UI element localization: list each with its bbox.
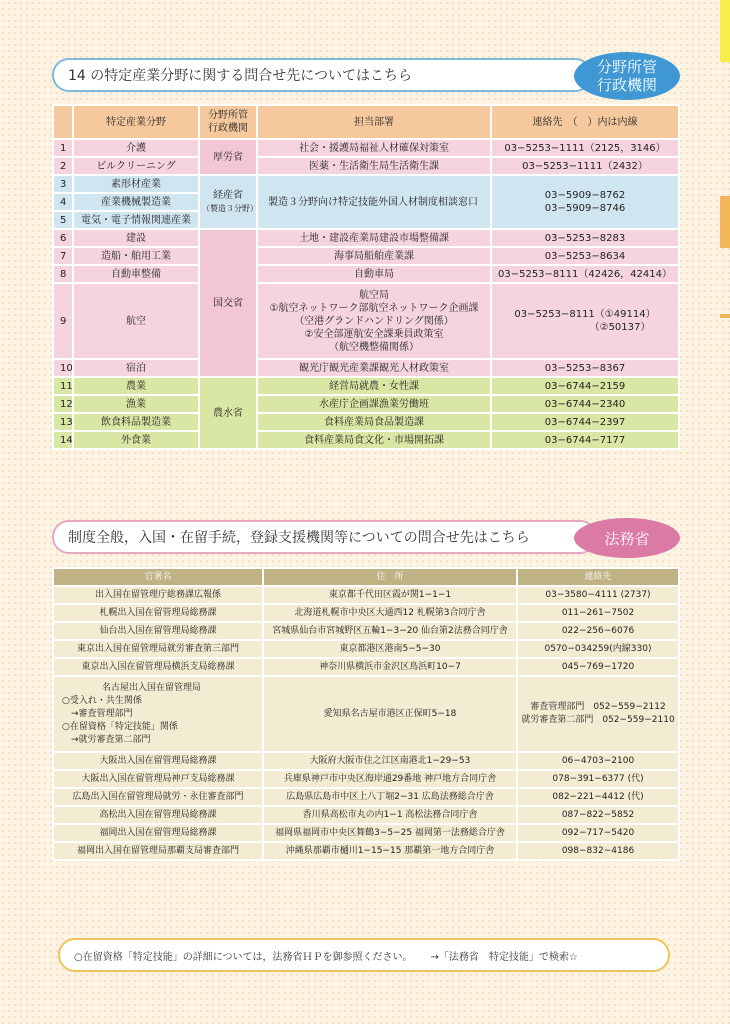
aviation-dept-line: ①航空ネットワーク部航空ネットワーク企画課 [269, 302, 479, 314]
edge-tab-marker [720, 314, 730, 318]
row-num: 12 [53, 395, 73, 413]
nagoya-office-line: →就労審査第二部門 [62, 734, 151, 745]
row-field: ビルクリーニング [73, 157, 199, 175]
row-contact: 03−6744−2159 [491, 377, 679, 395]
row-office: 東京出入国在留管理局就労審査第三部門 [53, 640, 263, 658]
row-office: 広島出入国在留管理局就労・永住審査部門 [53, 788, 263, 806]
header-ministry [199, 105, 257, 139]
meti-contact-2: 03−5909−8746 [544, 203, 626, 214]
table-row [53, 431, 679, 449]
row-office: 札幌出入国在留管理局総務課 [53, 604, 263, 622]
row-address: 香川県高松市丸の内1−1 高松法務合同庁舎 [263, 806, 517, 824]
row-contact: 06−4703−2100 [517, 752, 679, 770]
section2-badge: 法務省 [574, 518, 680, 558]
row-contact-aviation [491, 283, 679, 359]
footer-search-hint: →「法務省 特定技能」で検索☆ [430, 951, 578, 963]
meti-group-dept: 製造３分野向け特定技能外国人材制度相談窓口 [257, 175, 491, 229]
nagoya-office-line: ○受入れ・共生関係 [62, 695, 142, 706]
ministry-mhlw: 厚労省 [199, 139, 257, 175]
row-address: 北海道札幌市中央区大通西12 札幌第3合同庁舎 [263, 604, 517, 622]
row-office: 仙台出入国在留管理局総務課 [53, 622, 263, 640]
row-field: 介護 [73, 139, 199, 157]
table-row [53, 413, 679, 431]
row-office: 大阪出入国在留管理局総務課 [53, 752, 263, 770]
row-contact: 022−256−6076 [517, 622, 679, 640]
table-row [53, 359, 679, 377]
row-office: 東京出入国在留管理局横浜支局総務課 [53, 658, 263, 676]
nagoya-office [53, 676, 263, 752]
row-field: 航空 [73, 283, 199, 359]
table-row [53, 640, 679, 658]
table-row [53, 842, 679, 860]
row-dept: 食料産業局食品製造課 [257, 413, 491, 431]
row-num: 11 [53, 377, 73, 395]
row-contact: 03−3580−4111 (2737) [517, 586, 679, 604]
nagoya-contact-1: 審査管理部門 052−559−2112 [530, 702, 666, 712]
footer-note [58, 938, 670, 972]
table-row [53, 229, 679, 247]
row-field: 外食業 [73, 431, 199, 449]
table-row [53, 377, 679, 395]
table-row [53, 788, 679, 806]
row-contact: 03−6744−2397 [491, 413, 679, 431]
row-contact: 045−769−1720 [517, 658, 679, 676]
row-field: 造船・舶用工業 [73, 247, 199, 265]
table-row [53, 752, 679, 770]
row-num: 10 [53, 359, 73, 377]
row-dept: 水産庁企画課漁業労働班 [257, 395, 491, 413]
row-address: 兵庫県神戸市中央区海岸通29番地 神戸地方合同庁舎 [263, 770, 517, 788]
row-field: 宿泊 [73, 359, 199, 377]
section2-heading: 制度全般，入国・在留手続，登録支援機関等についての問合せ先はこちら [52, 520, 597, 554]
row-address: 宮城県仙台市宮城野区五輪1−3−20 仙台第2法務合同庁舎 [263, 622, 517, 640]
row-contact: 03−6744−7177 [491, 431, 679, 449]
row-dept: 経営局就農・女性課 [257, 377, 491, 395]
table-row [53, 265, 679, 283]
row-num: 5 [53, 211, 73, 229]
aviation-dept-line: ②安全部運航安全課乗員政策室 [304, 328, 444, 340]
row-address: 大阪府大阪市住之江区南港北1−29−53 [263, 752, 517, 770]
aviation-dept-line: （空港グランドハンドリング関係） [294, 315, 454, 327]
row-contact: 011−261−7502 [517, 604, 679, 622]
row-field: 産業機械製造業 [73, 193, 199, 211]
nagoya-contact [517, 676, 679, 752]
header-num [53, 105, 73, 139]
badge-line1: 分野所管 [596, 58, 657, 76]
section1-badge [574, 52, 680, 100]
section1-heading: 14 の特定産業分野に関する問合せ先についてはこちら [52, 58, 592, 92]
row-num: 7 [53, 247, 73, 265]
row-contact: 03−5253−1111（2432） [491, 157, 679, 175]
row-address: 神奈川県横浜市金沢区鳥浜町10−7 [263, 658, 517, 676]
ministry-maff: 農水省 [199, 377, 257, 449]
aviation-dept-line: （航空機整備関係） [329, 341, 419, 353]
row-field: 建設 [73, 229, 199, 247]
row-contact: 03−5253−8111（42426，42414） [491, 265, 679, 283]
row-num: 14 [53, 431, 73, 449]
row-address: 沖縄県那覇市樋川1−15−15 那覇第一地方合同庁舎 [263, 842, 517, 860]
row-field: 飲食料品製造業 [73, 413, 199, 431]
row-num: 2 [53, 157, 73, 175]
row-contact: 03−5253−8367 [491, 359, 679, 377]
header-address: 住 所 [263, 568, 517, 586]
row-address: 福岡県福岡市中央区舞鶴3−5−25 福岡第一法務総合庁舎 [263, 824, 517, 842]
footer-note-text: ○在留資格「特定技能」の詳細については，法務省ＨＰを御参照ください。 [74, 951, 413, 963]
row-contact: 03−6744−2340 [491, 395, 679, 413]
row-office: 大阪出入国在留管理局神戸支局総務課 [53, 770, 263, 788]
row-num: 3 [53, 175, 73, 193]
row-num: 8 [53, 265, 73, 283]
badge-line2: 行政機関 [596, 76, 657, 94]
row-field: 電気・電子情報関連産業 [73, 211, 199, 229]
header-ministry-line2: 行政機関 [208, 123, 248, 134]
table-row [53, 283, 679, 359]
table-row [53, 247, 679, 265]
table-row [53, 586, 679, 604]
aviation-contact-1: 03−5253−8111（①49114） [514, 309, 656, 320]
table-header-row [53, 568, 679, 586]
table-row [53, 604, 679, 622]
header-ministry-line1: 分野所管 [208, 110, 248, 121]
field-contact-table [52, 104, 680, 450]
row-dept: 海事局船舶産業課 [257, 247, 491, 265]
header-field: 特定産業分野 [73, 105, 199, 139]
row-contact: 03−5253−1111（2125，3146） [491, 139, 679, 157]
row-num: 13 [53, 413, 73, 431]
ministry-meti-note: （製造３分野） [202, 204, 258, 213]
table-row [53, 175, 679, 193]
table-header-row [53, 105, 679, 139]
row-dept: 自動車局 [257, 265, 491, 283]
ministry-meti-label: 経産省 [213, 190, 243, 201]
table-row [53, 622, 679, 640]
row-address: 広島県広島市中区上八丁堀2−31 広島法務総合庁舎 [263, 788, 517, 806]
table-row [53, 770, 679, 788]
nagoya-contact-2: 就労審査第二部門 052−559−2110 [521, 715, 675, 725]
row-contact: 0570−034259(内線330) [517, 640, 679, 658]
row-field: 農業 [73, 377, 199, 395]
row-dept-aviation [257, 283, 491, 359]
edge-tab-yellow [720, 0, 730, 62]
row-dept: 観光庁観光産業課観光人材政策室 [257, 359, 491, 377]
aviation-dept-line: 航空局 [359, 289, 389, 301]
row-contact: 082−221−4412 (代) [517, 788, 679, 806]
ministry-mlit: 国交省 [199, 229, 257, 377]
row-contact: 03−5253−8283 [491, 229, 679, 247]
row-dept: 社会・援護局福祉人材確保対策室 [257, 139, 491, 157]
row-address: 東京都千代田区霞が関1−1−1 [263, 586, 517, 604]
immigration-office-table [52, 567, 680, 861]
meti-contact-1: 03−5909−8762 [544, 190, 626, 201]
row-dept: 土地・建設産業局建設市場整備課 [257, 229, 491, 247]
row-office: 高松出入国在留管理局総務課 [53, 806, 263, 824]
row-office: 福岡出入国在留管理局那覇支局審査部門 [53, 842, 263, 860]
row-field: 素形材産業 [73, 175, 199, 193]
aviation-contact-2: （②50137） [589, 322, 651, 333]
row-contact: 098−832−4186 [517, 842, 679, 860]
table-row [53, 157, 679, 175]
row-contact: 03−5253−8634 [491, 247, 679, 265]
table-row [53, 139, 679, 157]
row-contact: 078−391−6377 (代) [517, 770, 679, 788]
row-address: 東京都港区港南5−5−30 [263, 640, 517, 658]
ministry-meti [199, 175, 257, 229]
header-contact: 連絡先 （ ）内は内線 [491, 105, 679, 139]
row-num: 9 [53, 283, 73, 359]
table-row [53, 658, 679, 676]
table-row [53, 806, 679, 824]
nagoya-office-line: →審査管理部門 [62, 708, 133, 719]
row-num: 4 [53, 193, 73, 211]
meti-group-contact [491, 175, 679, 229]
row-office: 福岡出入国在留管理局総務課 [53, 824, 263, 842]
edge-tab-orange [720, 196, 730, 248]
nagoya-office-line: ○在留資格「特定技能」関係 [62, 721, 178, 732]
row-contact: 087−822−5852 [517, 806, 679, 824]
nagoya-address: 愛知県名古屋市港区正保町5−18 [263, 676, 517, 752]
row-office: 出入国在留管理庁総務課広報係 [53, 586, 263, 604]
row-field: 自動車整備 [73, 265, 199, 283]
table-row [53, 395, 679, 413]
row-dept: 医薬・生活衛生局生活衛生課 [257, 157, 491, 175]
table-row-nagoya [53, 676, 679, 752]
header-contact: 連絡先 [517, 568, 679, 586]
header-office: 官署名 [53, 568, 263, 586]
row-num: 6 [53, 229, 73, 247]
nagoya-office-line: 名古屋出入国在留管理局 [102, 682, 202, 693]
row-dept: 食料産業局食文化・市場開拓課 [257, 431, 491, 449]
table-row [53, 824, 679, 842]
header-dept: 担当部署 [257, 105, 491, 139]
row-field: 漁業 [73, 395, 199, 413]
row-num: 1 [53, 139, 73, 157]
row-contact: 092−717−5420 [517, 824, 679, 842]
